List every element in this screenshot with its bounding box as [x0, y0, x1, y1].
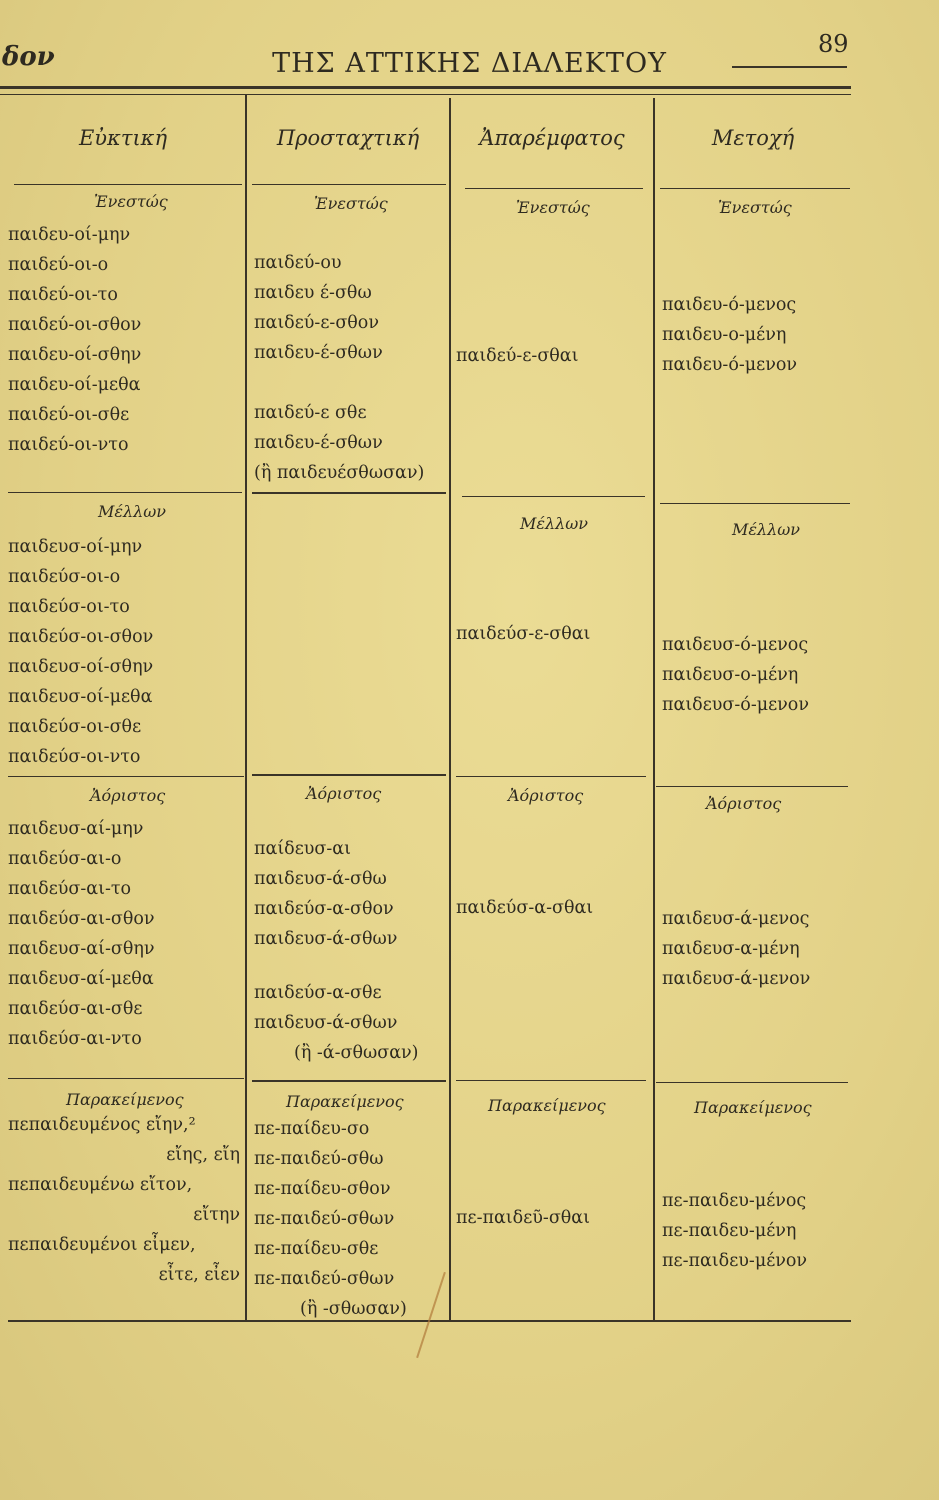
list-item: παιδευσ-οί-μεθα — [8, 687, 153, 707]
rule-present-imperative — [252, 184, 446, 185]
list-item: παιδεύσ-αι-ο — [8, 849, 122, 869]
aorist-participle-label: Ἀόριστος — [706, 794, 782, 813]
rule-perfect-participle — [656, 1082, 848, 1083]
perfect-participle-forms — [662, 1186, 807, 1276]
perfect-infinitive-label: Παρακείμενος — [488, 1096, 606, 1115]
list-item: παιδεύσ-οι-ντο — [8, 747, 141, 767]
list-item: παιδεύσ-α-σθε — [254, 983, 382, 1003]
list-item: παιδευσ-ά-σθω — [254, 869, 387, 889]
list-item: πεπαιδευμένοι εἶμεν, — [8, 1235, 196, 1255]
future-optative-label: Μέλλων — [98, 502, 167, 521]
perfect-imperative-forms — [254, 1114, 407, 1324]
list-item: πε-παιδεύ-σθω — [254, 1149, 384, 1169]
list-item: (ἢ -ά-σθωσαν) — [294, 1043, 419, 1063]
perfect-infinitive-form: πε-παιδεῦ-σθαι — [456, 1208, 590, 1228]
aorist-imperative-forms — [254, 834, 419, 1068]
rule-future-infinitive — [462, 496, 645, 497]
column-divider-3 — [653, 98, 655, 1320]
rule-aorist-participle — [656, 786, 848, 787]
present-participle-forms — [662, 290, 797, 380]
list-item: παιδευσ-οί-σθην — [8, 657, 154, 677]
column-heading-optative: Εὐκτική — [78, 126, 168, 150]
rule-aorist-infinitive — [456, 776, 646, 777]
list-item: παιδευ-οί-σθην — [8, 345, 142, 365]
list-item: παιδευσ-ό-μενον — [662, 695, 809, 715]
list-item: παιδεύ-οι-ο — [8, 255, 109, 275]
page-number: 89 — [818, 30, 849, 58]
list-item: παιδευ-έ-σθων — [254, 433, 383, 453]
list-item: παιδευ-ο-μένη — [662, 325, 787, 345]
rule-future-optative — [8, 492, 242, 493]
aorist-infinitive-form: παιδεύσ-α-σθαι — [456, 898, 594, 918]
aorist-imperative-label: Ἀόριστος — [306, 784, 382, 803]
column-divider-2 — [449, 98, 451, 1320]
list-item: παιδεύσ-οι-το — [8, 597, 130, 617]
future-participle-forms — [662, 630, 809, 720]
rule-future-imperative — [252, 492, 446, 494]
column-heading-imperative: Προσταχτική — [276, 126, 420, 150]
list-item: παιδευσ-ό-μενος — [662, 635, 809, 655]
aorist-optative-forms — [8, 814, 155, 1054]
future-participle-label: Μέλλων — [732, 520, 801, 539]
list-item: παίδευσ-αι — [254, 839, 351, 859]
list-item: εἴτην — [193, 1205, 240, 1225]
column-heading-participle: Μετοχή — [711, 126, 795, 150]
list-item: παιδεύσ-οι-σθε — [8, 717, 142, 737]
list-item: παιδευ έ-σθω — [254, 283, 372, 303]
list-item: παιδευσ-ο-μένη — [662, 665, 799, 685]
list-item: παιδεύ-ου — [254, 253, 342, 273]
list-item: πε-παιδεύ-σθων — [254, 1209, 395, 1229]
list-item: παιδεύ-οι-σθε — [8, 405, 130, 425]
perfect-optative-forms — [8, 1110, 244, 1290]
list-item: παιδευ-ό-μενος — [662, 295, 797, 315]
rule-aorist-imperative — [252, 774, 446, 776]
list-item: παιδεύ-οι-ντο — [8, 435, 129, 455]
list-item: πε-παιδευ-μένον — [662, 1251, 808, 1271]
list-item: παιδεύσ-αι-σθον — [8, 909, 155, 929]
list-item: παιδεύ-οι-σθον — [8, 315, 142, 335]
list-item: (ἢ -σθωσαν) — [300, 1299, 407, 1319]
list-item: πεπαιδευμένω εἴτον, — [8, 1175, 193, 1195]
rule-present-optative — [14, 184, 242, 185]
list-item: παιδεύ-ε-σθον — [254, 313, 379, 333]
present-participle-label: Ἐνεστώς — [718, 198, 792, 217]
running-title: ΤΗΣ ΑΤΤΙΚΗΣ ΔΙΑΛΕΚΤΟΥ — [272, 48, 667, 79]
rule-perfect-optative — [8, 1078, 244, 1079]
corner-fragment: δον — [2, 42, 55, 72]
list-item: παιδεύσ-οι-ο — [8, 567, 121, 587]
list-item: πε-παιδεύ-σθων — [254, 1269, 395, 1289]
list-item: παιδευσ-αί-μην — [8, 819, 144, 839]
list-item: πε-παιδευ-μένη — [662, 1221, 797, 1241]
list-item: παιδεύ-ε σθε — [254, 403, 367, 423]
rule-future-participle — [660, 503, 850, 504]
list-item: παιδευ-οί-μην — [8, 225, 131, 245]
list-item: παιδευσ-α-μένη — [662, 939, 800, 959]
pencil-mark — [416, 1272, 446, 1358]
perfect-optative-label: Παρακείμενος — [66, 1090, 184, 1109]
list-item: παιδευσ-οί-μην — [8, 537, 143, 557]
rule-present-participle — [660, 188, 850, 189]
list-item: πε-παίδευ-σθε — [254, 1239, 379, 1259]
list-item: πε-παιδευ-μένος — [662, 1191, 807, 1211]
list-item: παιδευσ-ά-σθων — [254, 929, 398, 949]
future-infinitive-label: Μέλλων — [520, 514, 589, 533]
list-item: πεπαιδευμένος εἴην,² — [8, 1115, 196, 1135]
perfect-participle-label: Παρακείμενος — [694, 1098, 812, 1117]
column-heading-infinitive: Ἀπαρέμφατος — [479, 126, 625, 150]
future-optative-forms — [8, 532, 153, 772]
header-rule-main — [0, 86, 851, 89]
list-item: παιδευσ-αί-σθην — [8, 939, 155, 959]
rule-perfect-imperative — [252, 1080, 446, 1082]
present-imperative-forms — [254, 248, 424, 488]
list-item: πε-παίδευ-σθον — [254, 1179, 391, 1199]
list-item: παιδεύσ-α-σθον — [254, 899, 394, 919]
list-item: παιδευ-έ-σθων — [254, 343, 383, 363]
list-item: παιδευ-ό-μενον — [662, 355, 798, 375]
list-item: παιδεύσ-αι-ντο — [8, 1029, 142, 1049]
list-item: παιδευσ-αί-μεθα — [8, 969, 154, 989]
list-item: (ἢ παιδευέσθωσαν) — [254, 463, 425, 483]
perfect-imperative-label: Παρακείμενος — [286, 1092, 404, 1111]
rule-present-infinitive — [465, 188, 643, 189]
future-infinitive-form: παιδεύσ-ε-σθαι — [456, 624, 591, 644]
list-item: πε-παίδευ-σο — [254, 1119, 370, 1139]
rule-perfect-infinitive — [456, 1080, 646, 1081]
present-infinitive-label: Ἐνεστώς — [516, 198, 590, 217]
rule-aorist-optative — [8, 776, 244, 777]
list-item: παιδευσ-ά-μενος — [662, 909, 810, 929]
list-item: παιδευσ-ά-σθων — [254, 1013, 398, 1033]
list-item: παιδεύ-οι-το — [8, 285, 118, 305]
list-item: παιδεύσ-αι-σθε — [8, 999, 143, 1019]
column-divider-1 — [245, 95, 247, 1320]
aorist-participle-forms — [662, 904, 810, 994]
present-infinitive-form: παιδεύ-ε-σθαι — [456, 346, 579, 366]
list-item: παιδεύσ-αι-το — [8, 879, 132, 899]
list-item: παιδευσ-ά-μενον — [662, 969, 811, 989]
list-item: εἶτε, εἶεν — [158, 1265, 240, 1285]
list-item: παιδεύσ-οι-σθον — [8, 627, 154, 647]
present-optative-label: Ἐνεστώς — [94, 192, 168, 211]
aorist-optative-label: Ἀόριστος — [90, 786, 166, 805]
present-imperative-label: Ἐνεστώς — [314, 194, 388, 213]
header-rule-sub — [0, 94, 851, 95]
aorist-infinitive-label: Ἀόριστος — [508, 786, 584, 805]
list-item: παιδευ-οί-μεθα — [8, 375, 141, 395]
header-rule-right — [732, 66, 847, 68]
list-item: εἴης, εἴη — [166, 1145, 240, 1165]
present-optative-forms — [8, 220, 141, 460]
